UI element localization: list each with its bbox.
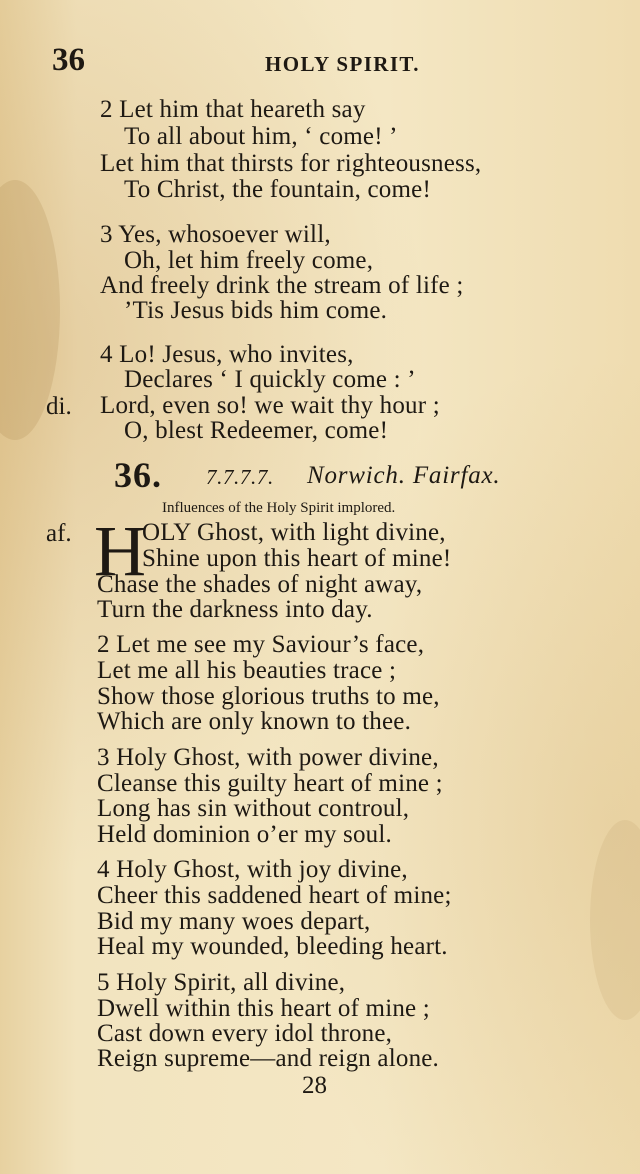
verse-line: Chase the shades of night away,	[97, 571, 423, 598]
verse-line: ’Tis Jesus bids him come.	[124, 297, 388, 324]
verse-line: Shine upon this heart of mine!	[142, 545, 452, 572]
verse-line: And freely drink the stream of life ;	[100, 272, 464, 299]
drop-cap: H	[94, 511, 146, 591]
verse-line: Oh, let him freely come,	[124, 247, 374, 274]
verse-line: 2 Let him that heareth say	[100, 96, 366, 123]
verse-line: Turn the darkness into day.	[97, 596, 373, 623]
verse-line: To Christ, the fountain, come!	[124, 176, 431, 203]
verse-line: Let him that thirsts for righteousness,	[100, 150, 482, 177]
signature-mark: 28	[302, 1072, 327, 1099]
hymn-tunes: Norwich. Fairfax.	[307, 462, 501, 489]
margin-note-di: di.	[46, 393, 72, 420]
verse-line: OLY Ghost, with light divine,	[142, 519, 446, 546]
verse-line: Let me all his beauties trace ;	[97, 657, 397, 684]
margin-note-af: af.	[46, 520, 72, 547]
verse-line: 2 Let me see my Saviour’s face,	[97, 631, 425, 658]
hymn-subtitle: Influences of the Holy Spirit implored.	[162, 500, 396, 516]
verse-line: O, blest Redeemer, come!	[124, 417, 389, 444]
verse-line: 3 Yes, whosoever will,	[100, 221, 331, 248]
verse-line: Dwell within this heart of mine ;	[97, 995, 430, 1022]
verse-line: 4 Holy Ghost, with joy divine,	[97, 856, 408, 883]
verse-line: Reign supreme—and reign alone.	[97, 1045, 440, 1072]
verse-line: Bid my many woes depart,	[97, 908, 371, 935]
verse-line: Cleanse this guilty heart of mine ;	[97, 770, 443, 797]
verse-line: 4 Lo! Jesus, who invites,	[100, 341, 354, 368]
verse-line: To all about him, ‘ come! ’	[124, 123, 398, 150]
hymn-meter: 7.7.7.7.	[206, 465, 274, 489]
verse-line: Cast down every idol throne,	[97, 1020, 393, 1047]
verse-line: 5 Holy Spirit, all divine,	[97, 969, 346, 996]
verse-line: Heal my wounded, bleeding heart.	[97, 933, 448, 960]
paper-stain	[590, 820, 640, 1020]
verse-line: Long has sin without controul,	[97, 795, 410, 822]
page-number: 36	[52, 42, 85, 78]
verse-line: Which are only known to thee.	[97, 708, 412, 735]
hymn-number: 36.	[114, 455, 162, 495]
verse-line: Lord, even so! we wait thy hour ;	[100, 392, 440, 419]
verse-line: 3 Holy Ghost, with power divine,	[97, 744, 439, 771]
verse-line: Held dominion o’er my soul.	[97, 821, 392, 848]
running-head: HOLY SPIRIT.	[265, 52, 420, 76]
verse-line: Cheer this saddened heart of mine;	[97, 882, 452, 909]
verse-line: Declares ‘ I quickly come : ’	[124, 366, 416, 393]
verse-line: Show those glorious truths to me,	[97, 683, 440, 710]
